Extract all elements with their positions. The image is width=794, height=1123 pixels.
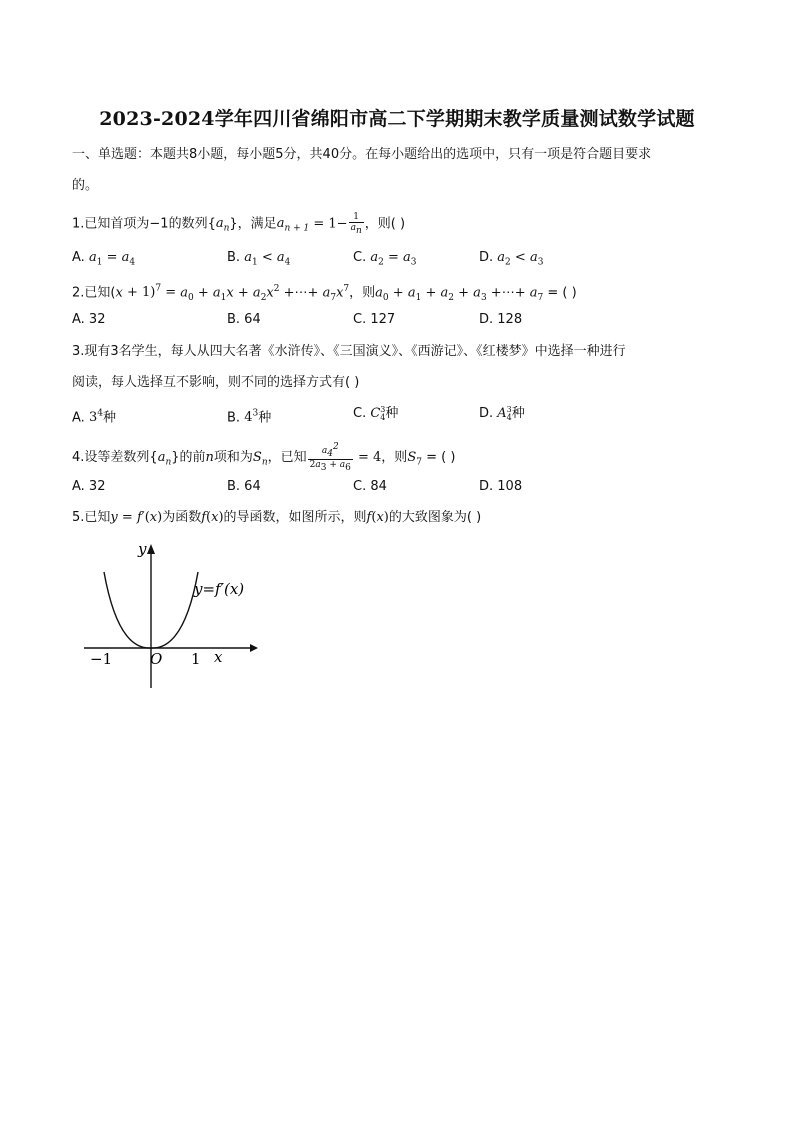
q4-text-2: }的前	[171, 449, 206, 465]
q5-text-1: 5.已知	[72, 510, 111, 525]
q1-option-c[interactable]: C. $a_2 = a_3$	[353, 250, 417, 268]
question-5: 5.已知y = f′(x)为函数f(x)的导函数，如图所示，则f(x)的大致图象为( )	[72, 510, 482, 525]
q4-text-5: ，则	[381, 449, 408, 465]
q4-option-a[interactable]: A. 32	[72, 479, 106, 494]
q1-text-3: = 1−	[309, 216, 348, 232]
q4-options	[72, 478, 732, 496]
q4-option-c[interactable]: C. 84	[353, 479, 387, 494]
q2-text-3: = ( )	[543, 285, 577, 301]
section-header-line2: 的。	[72, 178, 99, 193]
q5-text-3: 的导函数，如图所示，则	[223, 510, 367, 525]
q4-text-1: 4.设等差数列{	[72, 449, 158, 465]
q4-text-4: ，已知	[267, 449, 307, 465]
q1-text-1: 1.已知首项为−1的数列{	[72, 216, 216, 232]
q1-option-d[interactable]: D. $a_2 < a_3$	[479, 250, 544, 268]
page-title: 2023-2024学年四川省绵阳市高二下学期期末教学质量测试数学试题	[99, 108, 695, 130]
tick-one: 1	[191, 650, 201, 668]
q4-fraction: $\frac{a_4^2}{2a_3 + a_6}$	[309, 442, 351, 473]
q2-options	[72, 311, 732, 329]
q2-binomial: x	[115, 285, 123, 301]
section-header-line1: 一、单选题：本题共8小题，每小题5分，共40分。在每小题给出的选项中，只有一项是符合题目要求	[72, 147, 652, 162]
q5-text-4: 的大致图象为( )	[388, 510, 482, 525]
q2-text-1: 2.已知(	[72, 285, 116, 301]
derivative-graph	[80, 538, 260, 698]
q5-text-2: 为函数	[162, 510, 202, 525]
q2-text-2: ，则	[349, 285, 376, 301]
tick-neg-one: −1	[90, 650, 113, 668]
q4-option-d[interactable]: D. 108	[479, 479, 523, 494]
y-axis-arrow	[147, 544, 155, 554]
q3-options	[72, 404, 732, 426]
q3-option-d[interactable]: D. A3 4种	[479, 404, 525, 422]
q4-option-b[interactable]: B. 64	[227, 479, 261, 494]
curve-label: y=f′(x)	[194, 580, 245, 598]
question-3-line1: 3.现有3名学生，每人从四大名著《水浒传》、《三国演义》、《西游记》、《红楼梦》中选择一种进行	[72, 344, 626, 359]
origin-label: O	[150, 650, 163, 668]
q2-option-b[interactable]: B. 64	[227, 312, 261, 327]
question-2: 2.已知$(x + 1)^7 = a_0 + a_1x + a_2x^2$ +⋯+ $a_7x^7$，则$a_0 + a_1 + a_2 + a_3$ +⋯+ $a_7$ = ( )	[72, 284, 577, 303]
q1-option-b[interactable]: B. $a_1 < a_4$	[227, 250, 291, 268]
q2-option-c[interactable]: C. 127	[353, 312, 396, 327]
q1-math-an: $a_n$	[215, 216, 230, 234]
y-axis-label: y	[138, 540, 147, 558]
question-3-line2: 阅读，每人选择互不影响，则不同的选择方式有( )	[72, 375, 360, 390]
q1-options	[72, 249, 732, 267]
q1-math-an1: $a_{n + 1}$	[276, 216, 310, 234]
x-axis-arrow	[250, 644, 258, 652]
q1-text-2: }，满足	[229, 216, 277, 232]
q1-fraction: $\frac{1}{a_n}$	[350, 212, 362, 236]
q3-option-a[interactable]: A. $3^4$种	[72, 409, 116, 426]
q3-option-c[interactable]: C. C3 4种	[353, 404, 399, 422]
question-1	[72, 212, 405, 238]
q4-text-6: = ( )	[421, 449, 456, 465]
q1-text-4: ，则( )	[364, 216, 406, 232]
q4-text-3: 项和为	[213, 449, 253, 465]
question-4: 4.设等差数列$\{a_n\}$的前n项和为$S_n$，已知 $\frac{a_4^2}{2a_3 + a_6}$ = 4，则$S_7$ = ( )	[72, 442, 456, 473]
q1-option-a[interactable]: A. $a_1 = a_4$	[72, 250, 136, 268]
q2-option-a[interactable]: A. 32	[72, 312, 106, 327]
q3-option-b[interactable]: B. $4^3$种	[227, 409, 272, 426]
q2-option-d[interactable]: D. 128	[479, 312, 523, 327]
x-axis-label: x	[214, 648, 223, 666]
